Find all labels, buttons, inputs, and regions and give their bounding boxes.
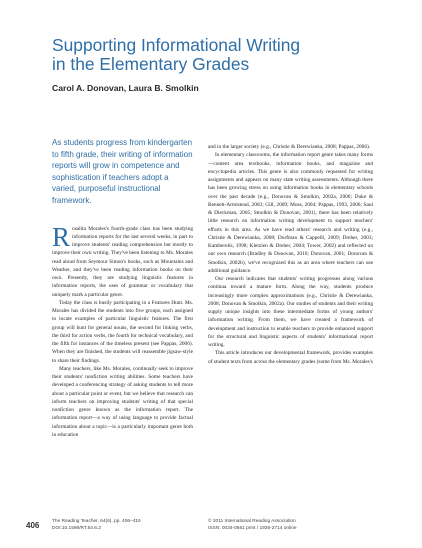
issn-line: ISSN: 0034-0561 print / 1936-2714 online <box>208 526 297 531</box>
body-paragraph-text: osalita Morales's fourth-grade class has been studying information reports for the last several weeks, in part to improve students' reading comprehension but mostly to improve their own writing. They've been listening to Ms. Morales read aloud from Seymour Simon's books, such as Mountains and Weather, and they've been reading information books on their own. Presently, they are studying linguistic features in information reports, the uses of grammar or vocabulary that uniquely mark a particular genre. <box>52 225 193 298</box>
body-paragraph: and in the larger society (e.g., Christie & Derewianka, 2008; Pappas, 2006). <box>208 144 371 150</box>
article-title <box>52 36 402 74</box>
article-abstract: As students progress from kindergarten to fifth grade, their writing of information reports will grow in competence and sophistication if teachers adopt a varied, purposeful instructional framework. <box>52 138 193 205</box>
body-paragraph: In elementary classrooms, the information report genre takes many forms—content area textbooks, information books, and magazine and encyclopedia articles. This genre is also commonly requested for writing assignments and appears on many state writing assessments. Although there has been growing stress on using information books in elementary schools over the past decade (e.g., Donovan & Smolkin, 2002a, 2006; Duke & Bennett-Armistead, 2003; Gill, 2009; Moss, 2004; Pappas, 1993, 2006; Saul & Dieckman, 2005; Smolkin & Donovan, 2001), there has been relatively little research on information writing development to support teachers' efforts in this area. As we have read others' research and writing (e.g., Christie & Derewianka, 2008; Dorfman & Cappelli, 2009; Dreher, 2003; Kamberelis, 1998; Kletzien & Dreher, 2004; Tower, 2002) and reflected on our own research (Bradley & Donovan, 2010; Donovan, 2001; Donovan & Smolkin, 2002b), we've recognized this as an area where teachers can use additional guidance. <box>208 152 373 274</box>
article-header <box>52 36 402 93</box>
left-column <box>52 137 193 439</box>
publisher-info <box>208 518 297 532</box>
body-paragraph: Many teachers, like Ms. Morales, continually seek to improve their students' nonfiction writing abilities. Some teachers have developed a conferencing strategy of asking students to tell more about a particular point or event, but we believe that research can inform teachers on improving students' writing of that special nonfiction genre known as the information report. The information report—a way of using language to provide factual information about a topic—is a particularly important genre both in education <box>52 365 193 438</box>
page-number: 406 <box>26 521 40 530</box>
article-authors: Carol A. Donovan, Laura B. Smolkin <box>52 83 199 93</box>
copyright-line: © 2011 International Reading Association <box>208 519 296 524</box>
right-column <box>208 143 373 366</box>
journal-citation-line: The Reading Teacher, 64(6), pp. 406–416 <box>52 519 141 524</box>
body-paragraph <box>52 221 193 299</box>
body-paragraph: Our research indicates that students' writing progresses along various continua toward a mature form. Along the way, students produce increasingly more complex approximations (e.g., Christie & Derewianka, 2008; Donovan & Smolkin, 2002a). Our studies of students and their writing supply unique insights into these intermediate forms of young authors' information writing. From them, we have created a framework of development and instruction to enable teachers to provide enhanced support for the structural and linguistic aspects of students' informational report writing. <box>208 276 373 348</box>
body-paragraph: This article introduces our developmental framework, provides examples of student texts from across the elementary grades (some from Ms. Morales's <box>208 350 373 365</box>
title-line-1: Supporting Informational Writing <box>52 35 301 55</box>
journal-citation <box>52 518 141 532</box>
body-paragraph: Today the class is busily participating in a Features Hunt. Ms. Morales has divided the students into five groups, each assigned to locate examples of particular linguistic features. The first group will hunt for general nouns, the second for linking verbs, the third for action verbs, the fourth for technical vocabulary, and the fifth for instances of the timeless present (see Pappas, 2006). When they are finished, the students will reassemble jigsaw-style to share their findings. <box>52 299 193 364</box>
drop-cap: R <box>52 221 71 252</box>
doi-line: DOI:10.1598/RT.64.6.2 <box>52 526 101 531</box>
title-line-2: in the Elementary Grades <box>52 54 250 74</box>
